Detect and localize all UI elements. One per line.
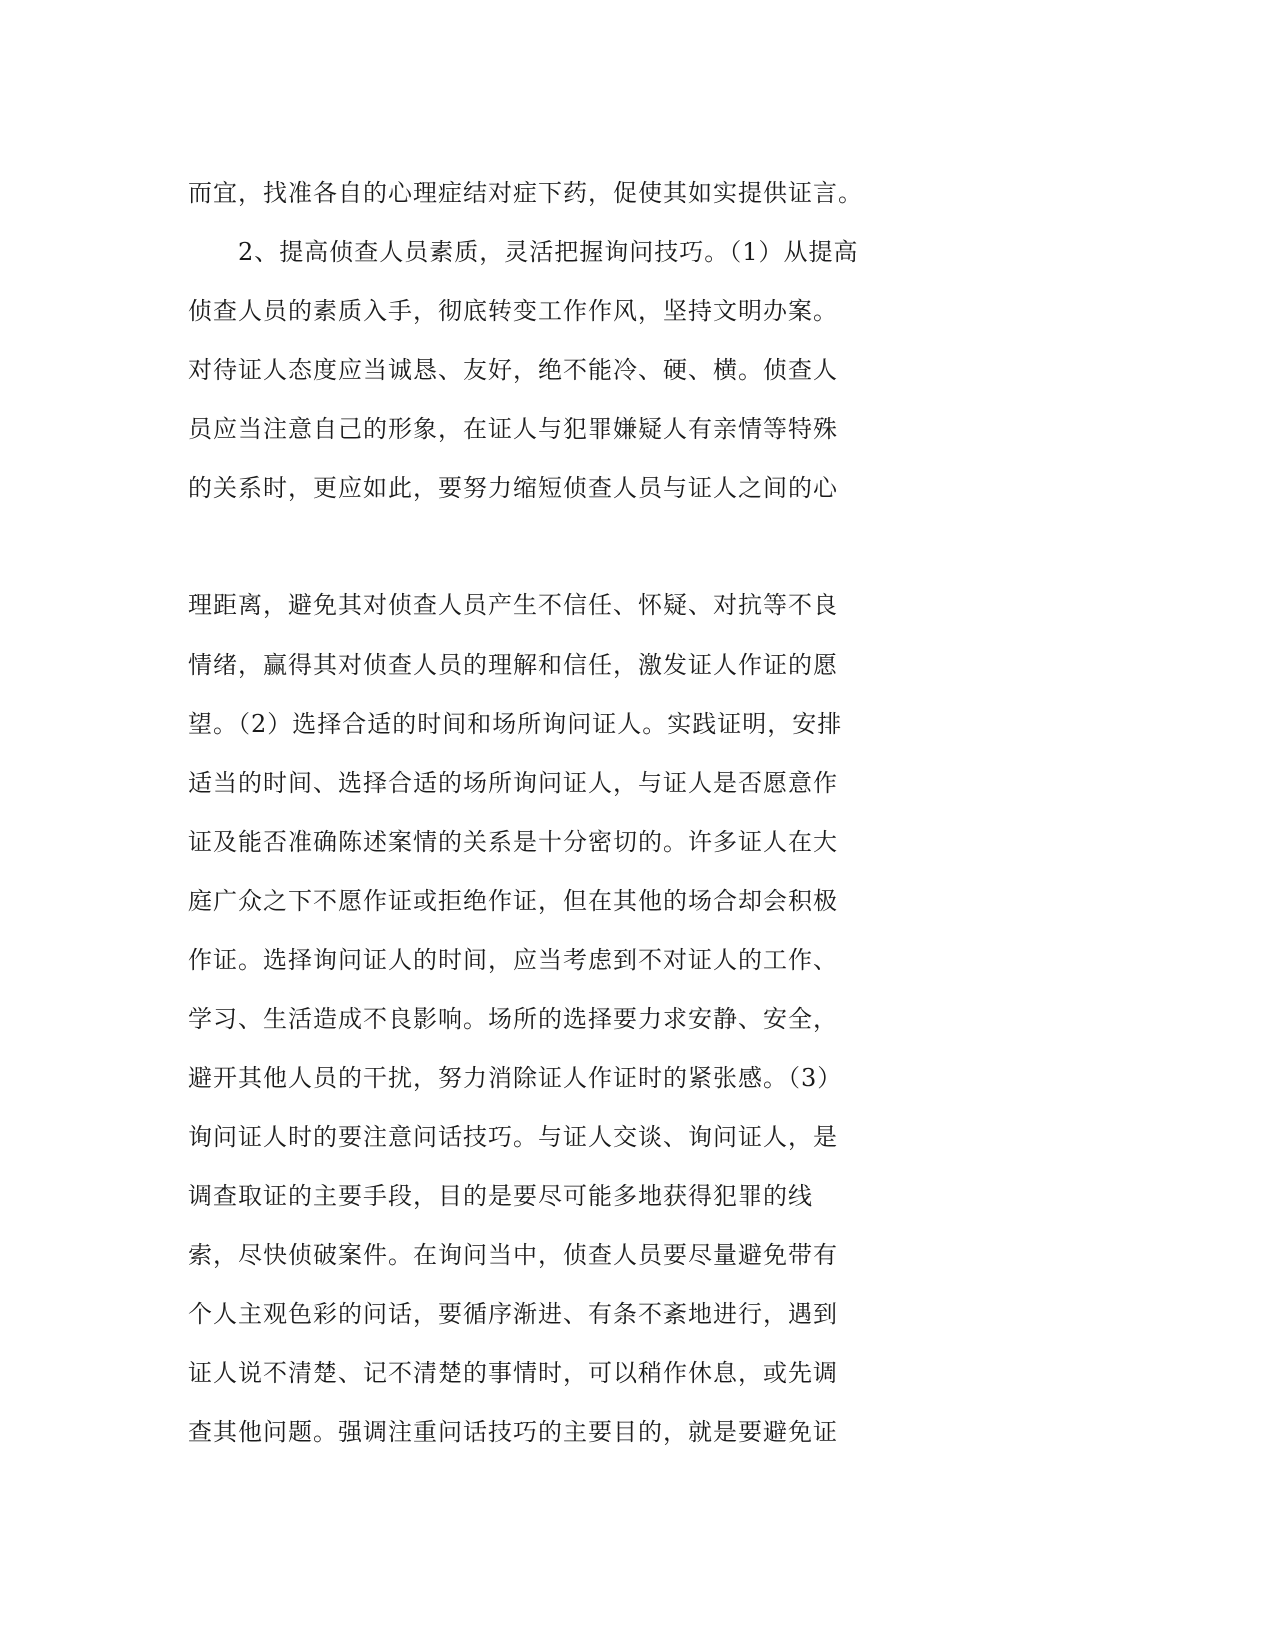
text-line: 证人说不清楚、记不清楚的事情时，可以稍作休息，或先调 <box>188 1359 838 1387</box>
text-line: 员应当注意自己的形象，在证人与犯罪嫌疑人有亲情等特殊 <box>188 415 838 443</box>
text-line: 查其他问题。强调注重问话技巧的主要目的，就是要避免证 <box>188 1418 838 1446</box>
text-line: 证及能否准确陈述案情的关系是十分密切的。许多证人在大 <box>188 828 838 856</box>
text-line: 而宜，找准各自的心理症结对症下药，促使其如实提供证言。 <box>188 179 863 207</box>
text-line: 情绪，赢得其对侦查人员的理解和信任，激发证人作证的愿 <box>188 651 838 679</box>
text-line: 庭广众之下不愿作证或拒绝作证，但在其他的场合却会积极 <box>188 887 838 915</box>
text-line: 询问证人时的要注意问话技巧。与证人交谈、询问证人，是 <box>188 1123 838 1151</box>
text-line: 学习、生活造成不良影响。场所的选择要力求安静、安全， <box>188 1005 838 1033</box>
text-line: 个人主观色彩的问话，要循序渐进、有条不紊地进行，遇到 <box>188 1300 838 1328</box>
text-line: 索，尽快侦破案件。在询问当中，侦查人员要尽量避免带有 <box>188 1241 838 1269</box>
text-line: 适当的时间、选择合适的场所询问证人，与证人是否愿意作 <box>188 769 838 797</box>
text-line: 望。（2）选择合适的时间和场所询问证人。实践证明，安排 <box>188 710 843 738</box>
text-line: 理距离，避免其对侦查人员产生不信任、怀疑、对抗等不良 <box>188 591 838 619</box>
text-line: 的关系时，更应如此，要努力缩短侦查人员与证人之间的心 <box>188 474 838 502</box>
text-line: 对待证人态度应当诚恳、友好，绝不能冷、硬、横。侦查人 <box>188 356 838 384</box>
text-line: 侦查人员的素质入手，彻底转变工作作风，坚持文明办案。 <box>188 297 838 325</box>
text-line: 作证。选择询问证人的时间，应当考虑到不对证人的工作、 <box>188 946 838 974</box>
text-line: 调查取证的主要手段，目的是要尽可能多地获得犯罪的线 <box>188 1182 813 1210</box>
text-line: 2、提高侦查人员素质，灵活把握询问技巧。（1）从提高 <box>238 238 859 266</box>
text-line: 避开其他人员的干扰，努力消除证人作证时的紧张感。（3） <box>188 1064 843 1092</box>
